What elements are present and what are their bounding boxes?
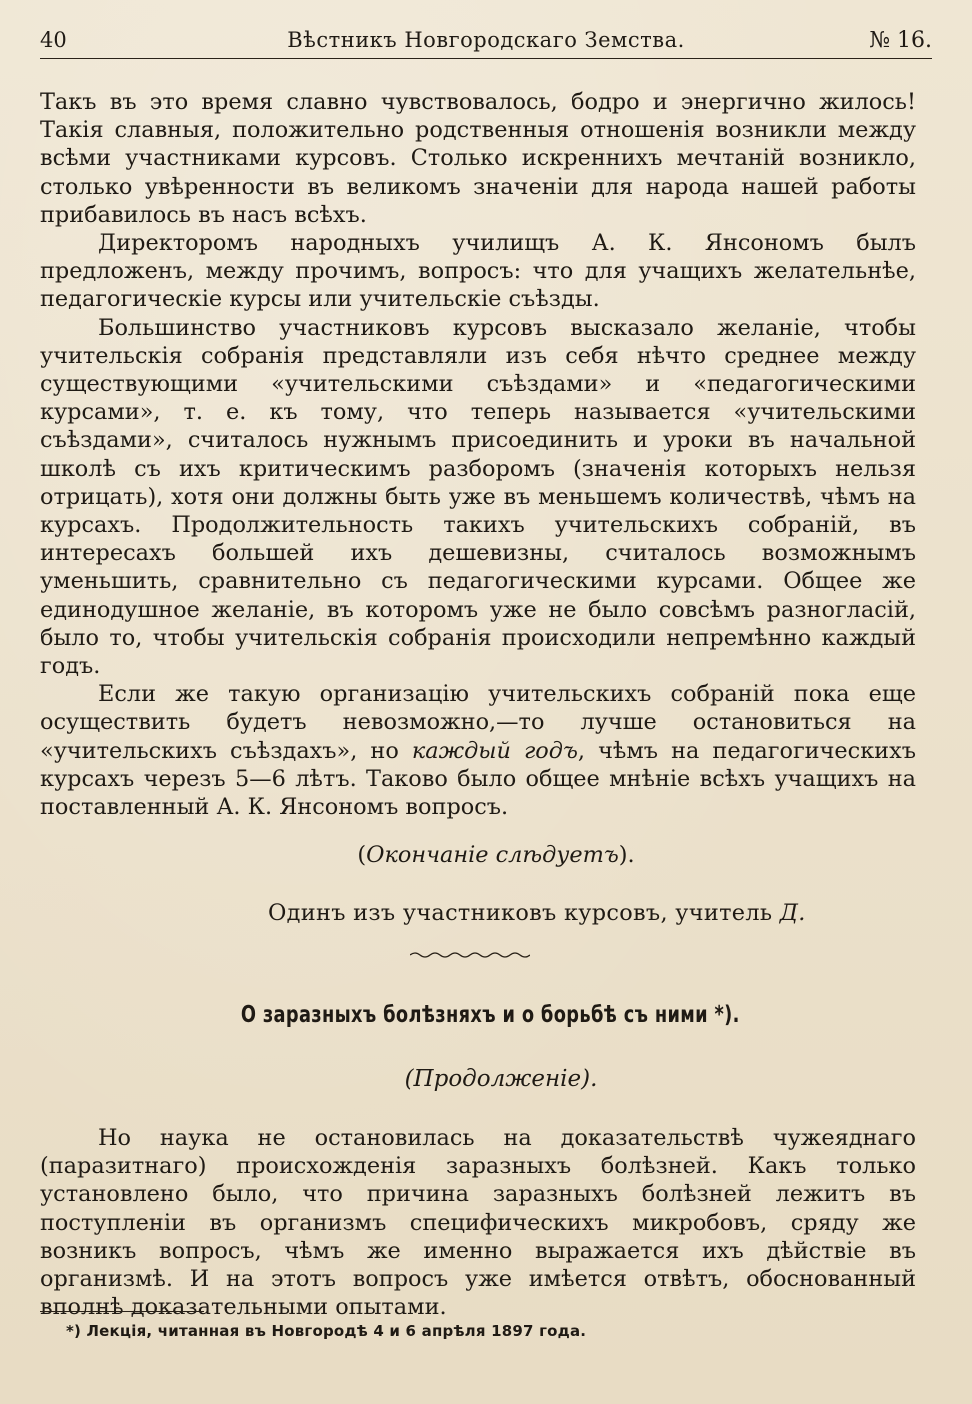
paragraph <box>40 680 916 821</box>
paragraph: Большинство участниковъ курсовъ высказало желаніе, чтобы учительскія собранія представляли изъ себя нѣчто среднее между существующими «учительскими съѣздами» и «педагогическими курсами», т. е. къ тому, что теперь называется «учительскими съѣздами», считалось нужнымъ присоединить и уроки въ начальной школѣ съ ихъ критическимъ разборомъ (значенія которыхъ нельзя отрицать), хотя они должны быть уже въ меньшемъ количествѣ, чѣмъ на курсахъ. Продолжительность такихъ учительскихъ собраній, въ интересахъ большей ихъ дешевизны, считалось возможнымъ уменьшить, сравнительно съ педагогическими курсами. Общее же единодушное желаніе, въ которомъ уже не было совсѣмъ разногласій, было то, чтобы учительскія собранія происходили непремѣнно каждый годъ. <box>40 314 916 680</box>
issue-number: № 16. <box>869 28 932 53</box>
footnote: *) Лекція, читанная въ Новгородѣ 4 и 6 апрѣля 1897 года. <box>66 1322 587 1340</box>
page-number: 40 <box>40 28 67 52</box>
article-body <box>40 1124 916 1321</box>
paren: ). <box>618 842 635 868</box>
paragraph: Но наука не остановилась на доказательствѣ чужеяднаго (паразитнаго) происхожденія заразныхъ болѣзней. Какъ только установлено было, что причина заразныхъ болѣзней лежитъ въ поступленіи въ организмъ специфическихъ микробовъ, сряду же возникъ вопросъ, чѣмъ же именно выражается ихъ дѣйствіе въ организмѣ. И на этотъ вопросъ уже имѣется отвѣтъ, обоснованный вполнѣ доказательными опытами. <box>40 1125 916 1321</box>
paren: ( <box>357 842 367 868</box>
article-title: О заразныхъ болѣзняхъ и о борьбѣ съ ними *). <box>240 1002 740 1028</box>
wavy-divider <box>410 950 530 960</box>
header-rule <box>40 58 932 59</box>
paragraph: Директоромъ народныхъ училищъ А. К. Янсономъ былъ предложенъ, между прочимъ, вопросъ: что для учащихъ желательнѣе, педагогическіе курсы или учительскіе съѣзды. <box>40 230 916 313</box>
paragraph: Такъ въ это время славно чувствовалось, бодро и энергично жилось! Такія славныя, положительно родственныя отношенія возникли между всѣми участниками курсовъ. Столько искреннихъ мечтаній возникло, столько увѣренности въ великомъ значеніи для народа нашей работы прибавилось въ насъ всѣхъ. <box>40 89 916 228</box>
to-be-continued-note <box>0 842 972 868</box>
signature-initial: Д. <box>779 900 806 926</box>
to-be-continued-text: Окончаніе слѣдуетъ <box>366 842 619 868</box>
running-header <box>40 24 932 58</box>
journal-title: Вѣстникъ Новгородскаго Земства. <box>287 28 685 52</box>
emphasis-text: каждый годъ <box>411 737 578 764</box>
text-run: Если же такую организацію учительскихъ собраній пока еще осуществить будетъ невозможно,—то лучше остановиться на «учительскихъ съѣздахъ», но <box>40 681 916 764</box>
footnote-rule <box>40 1311 204 1312</box>
article-continuation <box>40 88 916 821</box>
text-run: , чѣмъ на педагогическихъ курсахъ черезъ 5—6 лѣтъ. Таково было общее мнѣніе всѣхъ учащихъ на поставленный А. К. Янсономъ вопросъ. <box>40 737 916 821</box>
article-subtitle: (Продолженіе). <box>404 1066 598 1092</box>
signature-text: Одинъ изъ участниковъ курсовъ, учитель <box>268 900 780 926</box>
author-signature <box>268 900 806 926</box>
